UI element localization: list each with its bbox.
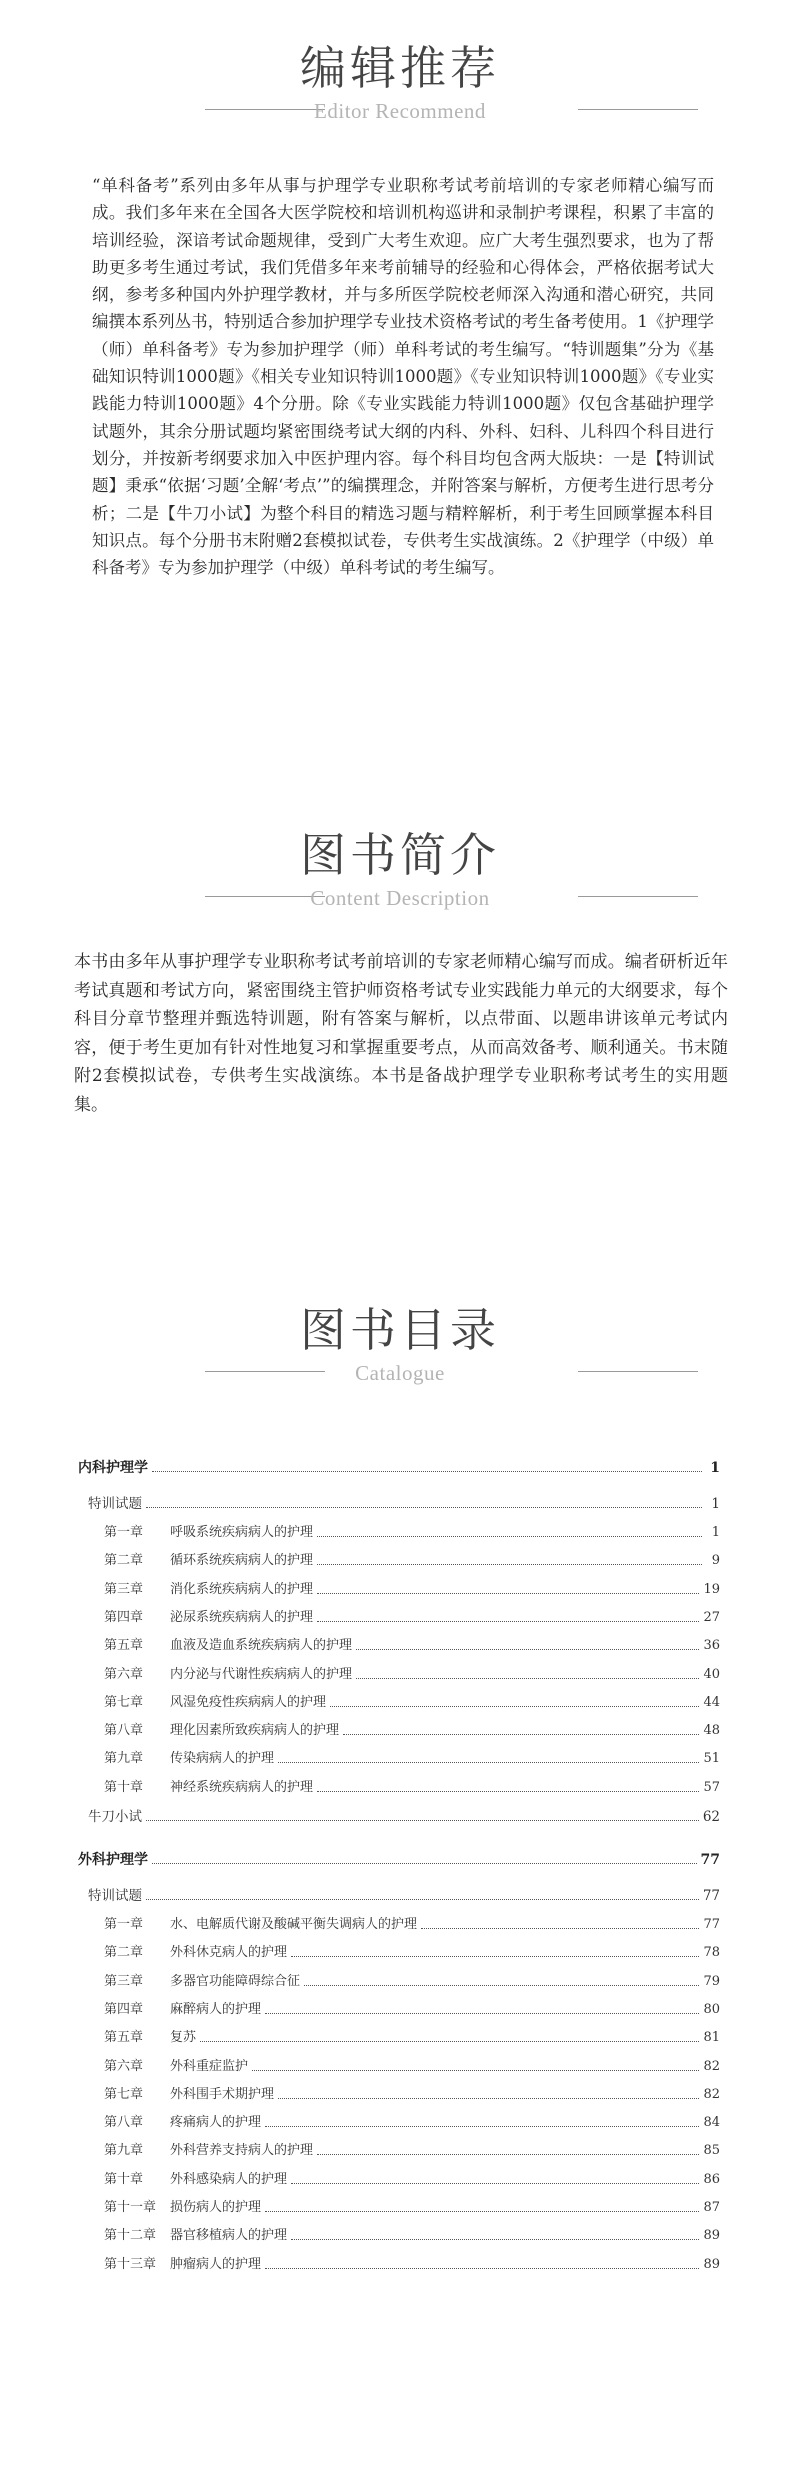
page-number: 86 <box>703 2171 720 2187</box>
chapter-number: 第一章 <box>104 1525 144 1540</box>
page-number: 51 <box>703 1751 720 1767</box>
toc-label <box>104 2058 248 2076</box>
leader-dots <box>291 2183 699 2184</box>
chapter-title: 外科感染病人的护理 <box>170 2171 288 2187</box>
toc-label <box>104 2086 274 2104</box>
chapter-number: 第十一章 <box>104 2200 157 2215</box>
chapter-title: 消化系统疾病病人的护理 <box>170 1581 314 1597</box>
toc-label <box>104 2227 287 2245</box>
chapter-title: 循环系统疾病病人的护理 <box>170 1553 314 1569</box>
chapter-title: 泌尿系统疾病病人的护理 <box>170 1609 314 1625</box>
chapter-title: 水、电解质代谢及酸碱平衡失调病人的护理 <box>170 1917 418 1932</box>
toc-label <box>104 2142 313 2160</box>
toc-chapter[interactable] <box>104 1940 720 1962</box>
leader-dots <box>265 2268 699 2269</box>
page-number: 40 <box>703 1666 720 1682</box>
group-name: 特训试题 <box>88 1496 142 1512</box>
leader-dots <box>356 1649 699 1650</box>
chapter-number: 第七章 <box>104 2086 144 2102</box>
leader-dots <box>317 1621 699 1622</box>
leader-dots <box>317 1593 699 1594</box>
leader-dots <box>146 1899 699 1900</box>
page-number: 81 <box>703 2030 720 2046</box>
chapter-number: 第七章 <box>104 1694 144 1710</box>
section-title: 图书目录 <box>300 1303 500 1357</box>
page-number: 9 <box>711 1553 720 1569</box>
chapter-number: 第三章 <box>104 1581 144 1597</box>
toc-label <box>104 1916 417 1934</box>
toc-label <box>104 2256 261 2274</box>
chapter-number: 第四章 <box>104 1609 144 1625</box>
toc-label <box>104 2171 287 2189</box>
chapter-title: 内分泌与代谢性疾病病人的护理 <box>170 1666 353 1682</box>
toc-label <box>88 1887 142 1905</box>
toc-chapter[interactable] <box>104 2138 720 2160</box>
page-number: 89 <box>703 2256 720 2272</box>
section-subtitle: Catalogue <box>355 1361 445 1385</box>
chapter-title: 多器官功能障碍综合征 <box>170 1973 301 1989</box>
chapter-number: 第九章 <box>104 2143 144 2159</box>
chapter-number: 第四章 <box>104 2001 144 2017</box>
toc-chapter[interactable] <box>104 1718 720 1740</box>
toc-label <box>104 2114 261 2132</box>
chapter-title: 风湿免疫性疾病病人的护理 <box>170 1694 327 1710</box>
page-number: 77 <box>702 1888 720 1904</box>
toc-group[interactable] <box>88 1491 720 1513</box>
chapter-number: 第九章 <box>104 1751 144 1767</box>
toc-chapter[interactable] <box>104 1690 720 1712</box>
toc-chapter[interactable] <box>104 1662 720 1684</box>
editor-header <box>0 38 800 148</box>
chapter-number: 第十章 <box>104 1779 144 1795</box>
page-number: 82 <box>703 2058 720 2074</box>
toc-chapter[interactable] <box>104 1633 720 1655</box>
chapter-title: 理化因素所致疾病病人的护理 <box>170 1723 340 1739</box>
page-number: 44 <box>703 1694 720 1710</box>
leader-dots <box>304 1985 699 1986</box>
chapter-title: 麻醉病人的护理 <box>170 2001 262 2017</box>
leader-dots <box>265 2013 699 2014</box>
content-paragraph: 本书由多年从事护理学专业职称考试考前培训的专家老师精心编写而成。编者研析近年考试真题和考试方向，紧密围绕主管护师资格考试专业实践能力单元的大纲要求，每个科目分章节整理并甄选特训题，附有答案与解析，以点带面、以题串讲该单元考试内容，便于考生更加有针对性地复习和掌握重要考点，从而高效备考、顺利通关。书末随附2套模拟试卷，专供考生实战演练。本书是备战护理学专业职称考试考生的实用题集。 <box>74 952 728 1115</box>
page-number: 1 <box>711 1496 720 1512</box>
toc-section[interactable] <box>78 1847 720 1869</box>
page-number: 62 <box>702 1809 720 1825</box>
toc-group[interactable] <box>88 1804 720 1826</box>
toc-label <box>104 2001 261 2019</box>
chapter-title: 损伤病人的护理 <box>170 2200 262 2215</box>
page-number: 80 <box>703 2001 720 2017</box>
page-number: 77 <box>703 1917 720 1932</box>
toc-label <box>104 1694 326 1712</box>
chapter-number: 第六章 <box>104 1666 144 1682</box>
leader-dots <box>200 2041 699 2042</box>
leader-dots <box>152 1471 702 1472</box>
toc-label <box>104 1524 313 1542</box>
page-number: 1 <box>710 1460 720 1476</box>
leader-dots <box>356 1678 699 1679</box>
page-number: 36 <box>703 1638 720 1654</box>
toc-label <box>104 1973 300 1991</box>
page-number: 57 <box>703 1779 720 1795</box>
chapter-number: 第五章 <box>104 1638 144 1654</box>
chapter-number: 第八章 <box>104 1723 144 1739</box>
toc-chapter[interactable] <box>104 1969 720 1991</box>
toc-chapter[interactable] <box>104 2054 720 2076</box>
leader-dots <box>291 2239 699 2240</box>
chapter-title: 外科休克病人的护理 <box>170 1945 288 1961</box>
toc-label <box>104 1552 313 1570</box>
toc-chapter[interactable] <box>104 2223 720 2245</box>
leader-dots <box>317 1564 702 1565</box>
leader-dots <box>317 1791 699 1792</box>
leader-dots <box>278 2098 699 2099</box>
group-name: 特训试题 <box>88 1888 142 1904</box>
page-number: 82 <box>703 2086 720 2102</box>
toc-chapter[interactable] <box>104 2167 720 2189</box>
toc-chapter[interactable] <box>104 1775 720 1797</box>
chapter-title: 复苏 <box>170 2030 197 2046</box>
chapter-number: 第六章 <box>104 2058 144 2074</box>
page-number: 87 <box>703 2200 720 2215</box>
page-number: 48 <box>703 1723 720 1739</box>
page-number: 19 <box>703 1581 720 1597</box>
chapter-title: 疼痛病人的护理 <box>170 2115 262 2131</box>
section-name: 内科护理学 <box>78 1460 148 1476</box>
leader-dots <box>146 1507 702 1508</box>
toc-label <box>104 1609 313 1627</box>
toc-label <box>104 2199 261 2217</box>
catalogue-header <box>0 1300 800 1410</box>
chapter-title: 神经系统疾病病人的护理 <box>170 1779 314 1795</box>
leader-dots <box>152 1863 697 1864</box>
chapter-title: 外科重症监护 <box>170 2058 249 2074</box>
chapter-number: 第二章 <box>104 1553 144 1569</box>
chapter-title: 血液及造血系统疾病病人的护理 <box>170 1638 353 1654</box>
page-number: 1 <box>711 1525 720 1540</box>
leader-dots <box>343 1734 699 1735</box>
chapter-title: 传染病病人的护理 <box>170 1751 275 1767</box>
section-title: 编辑推荐 <box>300 41 500 95</box>
content-header <box>0 825 800 935</box>
toc-label <box>78 1459 148 1477</box>
toc-label <box>104 1944 287 1962</box>
chapter-title: 外科营养支持病人的护理 <box>170 2143 314 2159</box>
toc-label <box>104 1779 313 1797</box>
toc-chapter[interactable] <box>104 1605 720 1627</box>
page-number: 79 <box>703 1973 720 1989</box>
toc-chapter[interactable] <box>104 1548 720 1570</box>
leader-dots <box>291 1956 699 1957</box>
chapter-title: 器官移植病人的护理 <box>170 2228 288 2244</box>
group-name: 牛刀小试 <box>88 1809 142 1825</box>
leader-dots <box>317 1536 702 1537</box>
chapter-number: 第一章 <box>104 1917 144 1932</box>
toc-chapter[interactable] <box>104 1912 720 1934</box>
section-subtitle: Editor Recommend <box>314 99 486 123</box>
chapter-title: 肿瘤病人的护理 <box>170 2256 262 2272</box>
toc-chapter[interactable] <box>104 2082 720 2104</box>
page-number: 89 <box>703 2228 720 2244</box>
page-number: 85 <box>703 2143 720 2159</box>
toc-label <box>104 1750 274 1768</box>
leader-dots <box>252 2070 699 2071</box>
section-subtitle: Content Description <box>310 886 490 910</box>
editor-paragraph: “单科备考”系列由多年从事与护理学专业职称考试考前培训的专家老师精心编写而成。我们多年来在全国各大医学院校和培训机构巡讲和录制护考课程，积累了丰富的培训经验，深谙考试命题规律，受到广大考生欢迎。应广大考生强烈要求，也为了帮助更多考生通过考试，我们凭借多年来考前辅导的经验和心得体会，严格依据考试大纲，参考多种国内外护理学教材，并与多所医学院校老师深入沟通和潜心研究，共同编撰本系列丛书，特别适合参加护理学专业技术资格考试的考生备考使用。1《护理学（师）单科备考》专为参加护理学（师）单科考试的考生编写。“特训题集”分为《基础知识特训1000题》《相关专业知识特训1000题》《专业知识特训1000题》《专业实践能力特训1000题》4个分册。除《专业实践能力特训1000题》仅包含基础护理学试题外，其余分册试题均紧密围绕考试大纲的内科、外科、妇科、儿科四个科目进行划分，并按新考纲要求加入中医护理内容。每个科目均包含两大版块：一是【特训试题】秉承“依据‘习题’全解‘考点’”的编撰理念，并附答案与解析，方便考生进行思考分析；二是【牛刀小试】为整个科目的精选习题与精粹解析，利于考生回顾掌握本科目知识点。每个分册书末附赠2套模拟试卷，专供考生实战演练。2《护理学（中级）单科备考》专为参加护理学（中级）单科考试的考生编写。 <box>92 176 714 578</box>
leader-dots <box>330 1706 699 1707</box>
chapter-title: 外科围手术期护理 <box>170 2086 275 2102</box>
chapter-number: 第二章 <box>104 1945 144 1961</box>
toc-chapter[interactable] <box>104 1997 720 2019</box>
chapter-number: 第十章 <box>104 2171 144 2187</box>
chapter-number: 第八章 <box>104 2115 144 2131</box>
leader-dots <box>317 2154 699 2155</box>
toc-chapter[interactable] <box>104 2195 720 2217</box>
toc-chapter[interactable] <box>104 2025 720 2047</box>
toc-label <box>88 1808 142 1826</box>
toc-label <box>104 2029 196 2047</box>
toc-chapter[interactable] <box>104 1746 720 1768</box>
page-number: 27 <box>703 1609 720 1625</box>
chapter-number: 第十二章 <box>104 2228 157 2244</box>
chapter-number: 第三章 <box>104 1973 144 1989</box>
section-title: 图书简介 <box>300 828 500 882</box>
chapter-title: 呼吸系统疾病病人的护理 <box>170 1525 314 1540</box>
toc-label <box>78 1851 148 1869</box>
toc-label <box>104 1637 352 1655</box>
toc-label <box>88 1495 142 1513</box>
toc-label <box>104 1722 339 1740</box>
chapter-number: 第十三章 <box>104 2256 157 2272</box>
toc-group[interactable] <box>88 1883 720 1905</box>
page-number: 77 <box>700 1852 720 1868</box>
toc-chapter[interactable] <box>104 2252 720 2274</box>
section-name: 外科护理学 <box>78 1852 148 1868</box>
leader-dots <box>146 1820 699 1821</box>
toc-chapter[interactable] <box>104 1520 720 1542</box>
page-number: 78 <box>703 1945 720 1961</box>
toc-section[interactable] <box>78 1455 720 1477</box>
chapter-number: 第五章 <box>104 2030 144 2046</box>
page-number: 84 <box>703 2115 720 2131</box>
toc-chapter[interactable] <box>104 2110 720 2132</box>
leader-dots <box>278 1762 699 1763</box>
leader-dots <box>421 1928 699 1929</box>
toc-label <box>104 1666 352 1684</box>
leader-dots <box>265 2211 699 2212</box>
leader-dots <box>265 2126 699 2127</box>
toc-label <box>104 1581 313 1599</box>
toc-chapter[interactable] <box>104 1577 720 1599</box>
